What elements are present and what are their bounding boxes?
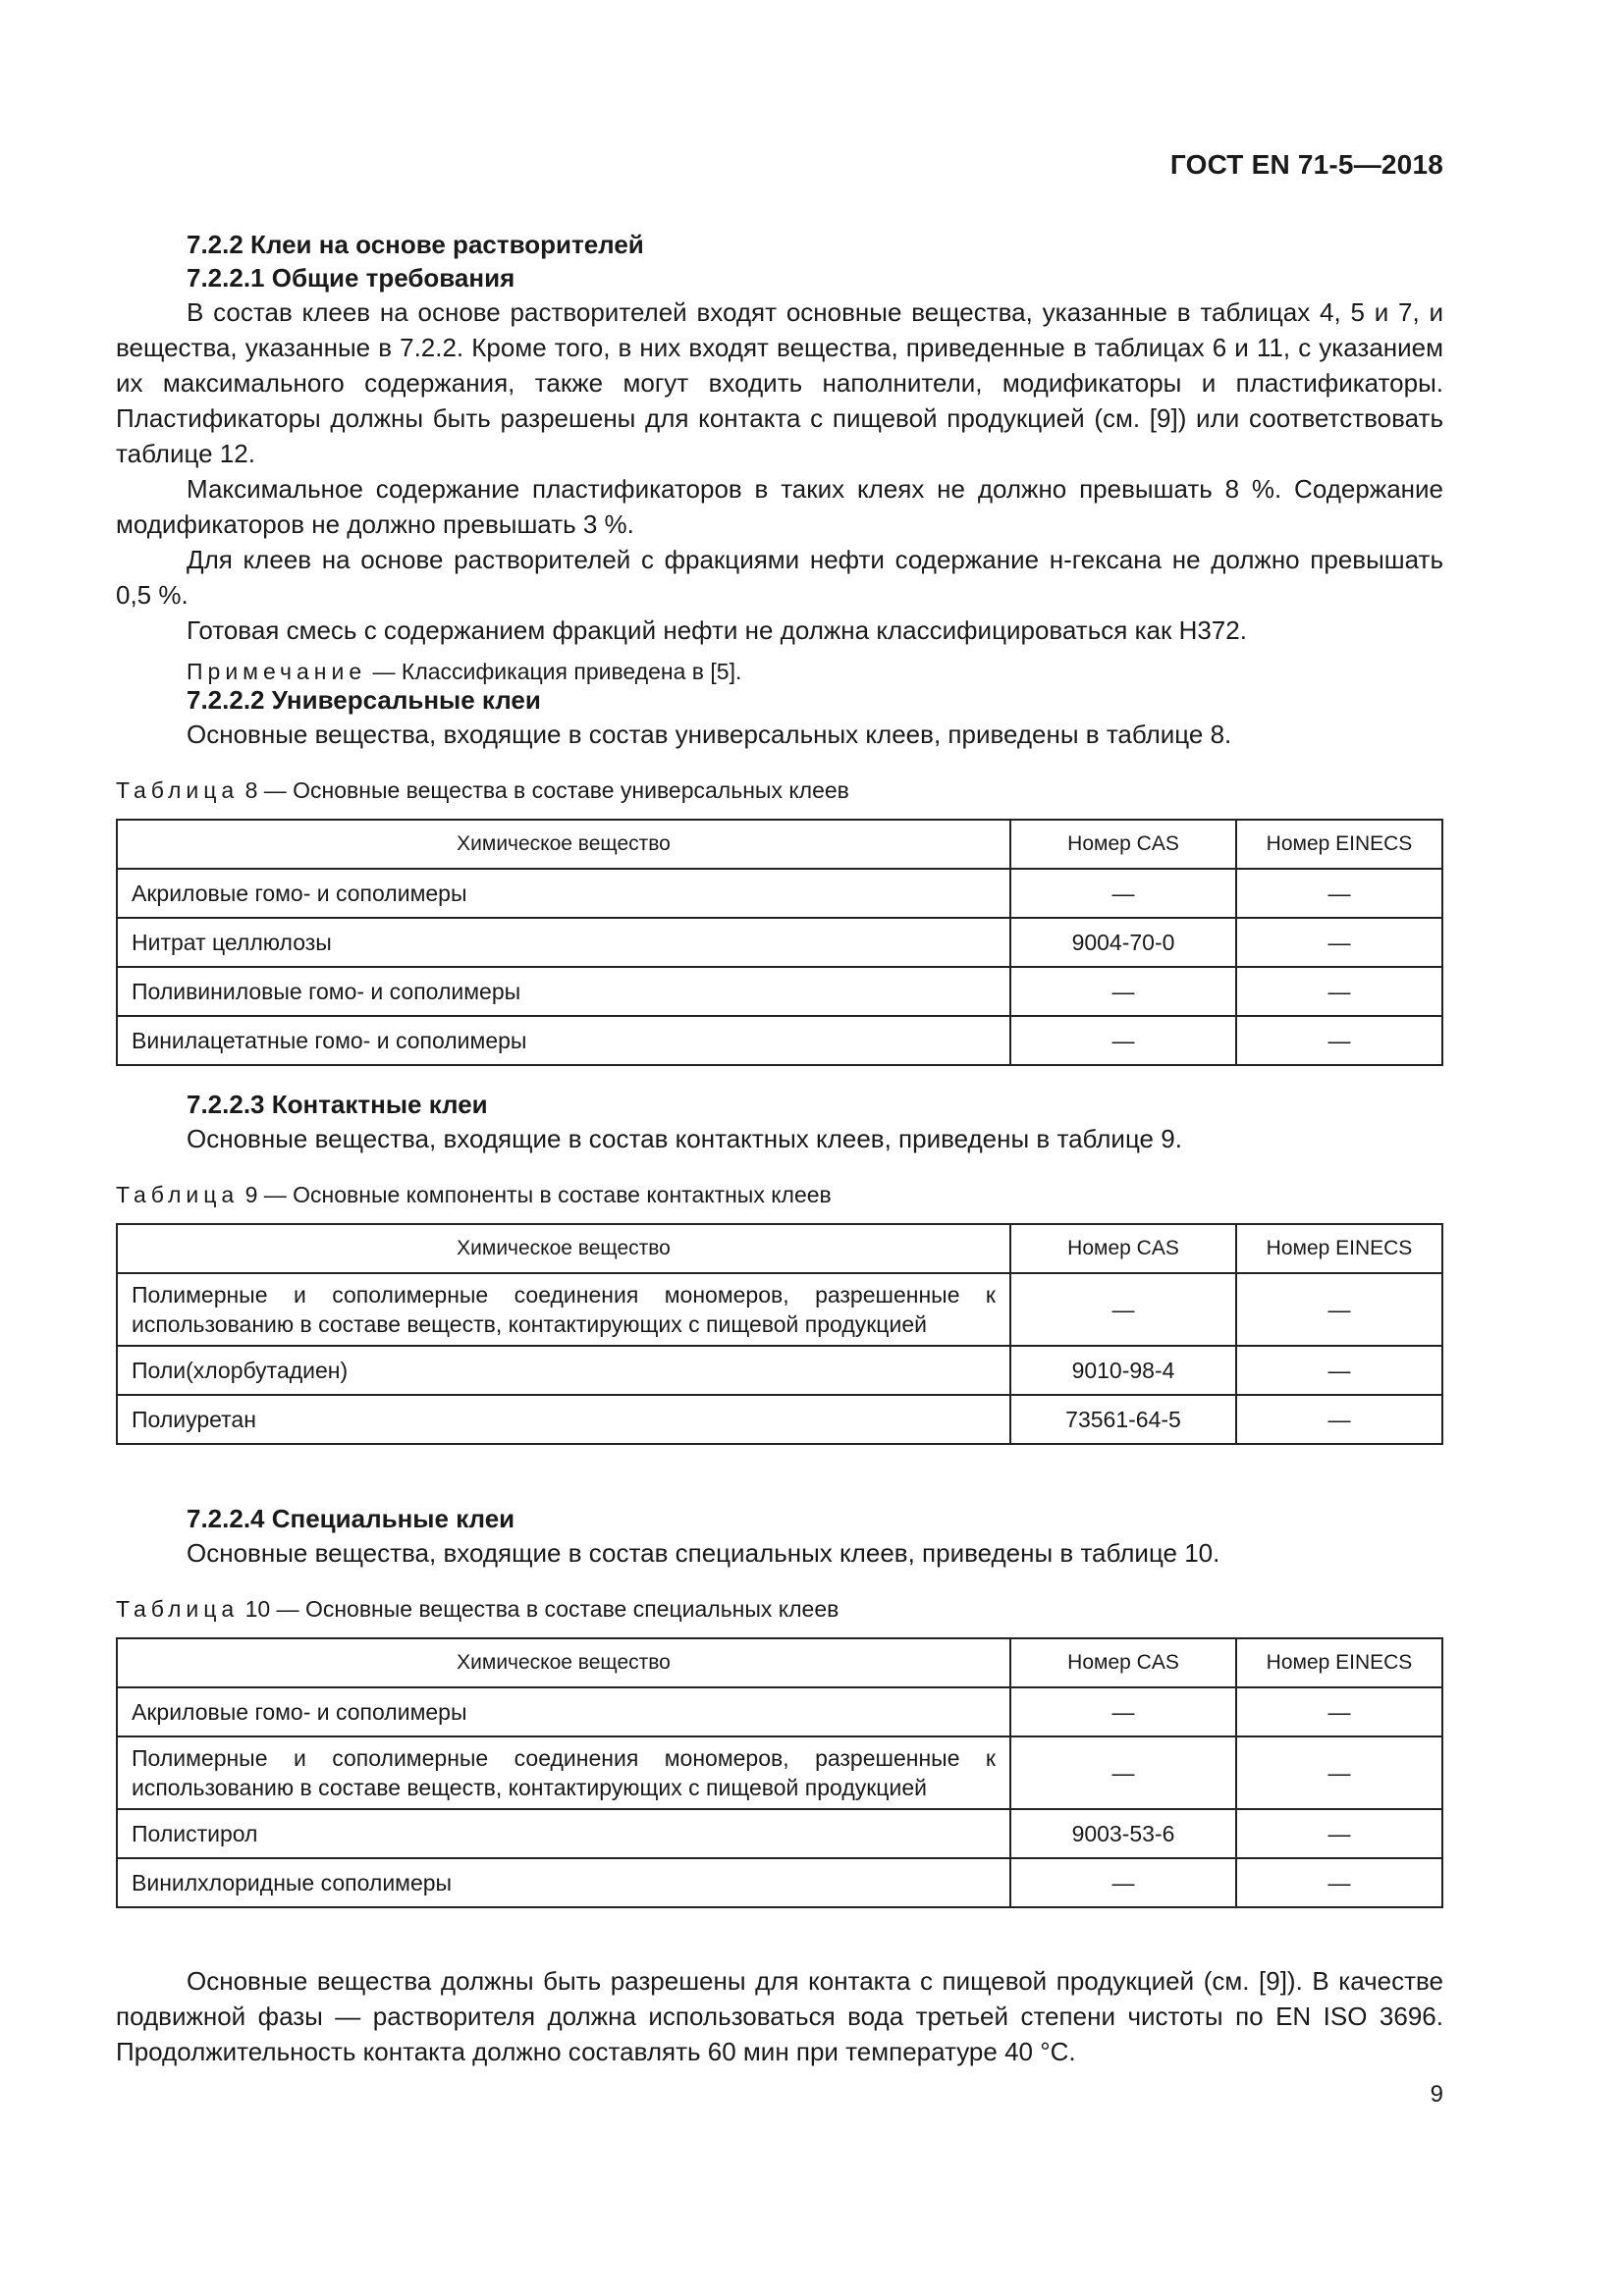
paragraph: Основные вещества, входящие в состав контактных клеев, приведены в таблице 9. (187, 1124, 1182, 1153)
table-header-row: Химическое вещество Номер CAS Номер EINECS (117, 1224, 1442, 1273)
paragraph: Основные вещества должны быть разрешены для контакта с пищевой продукцией (см. [9]). В качестве подвижной фазы — растворителя должна использоваться вода третьей степени чистоты по EN ISO 3696. Продолжительность контакта должно составлять 60 мин при температуре 40 °C. (116, 1966, 1443, 2066)
table-row: Полистирол 9003-53-6 — (117, 1809, 1442, 1858)
section-7-2-2-2 (116, 683, 1443, 752)
section-7-2-2-4 (116, 1502, 1443, 1571)
section-7-2-2-3 (116, 1088, 1443, 1156)
page-number: 9 (1430, 2081, 1443, 2108)
closing-block (116, 1963, 1443, 2069)
table-9 (116, 1223, 1443, 1445)
paragraph: Основные вещества, входящие в состав специальных клеев, приведены в таблице 10. (187, 1538, 1220, 1568)
table-caption: Таблица 9 — Основные компоненты в составе контактных клеев (116, 1182, 832, 1207)
subsection-heading: 7.2.2.1 Общие требования (187, 263, 515, 293)
section-7-2-2 (116, 228, 1443, 687)
table-row: Полимерные и сополимерные соединения мономеров, разрешенные к использованию в составе веществ, контактирующих с пищевой продукцией — — (117, 1736, 1442, 1809)
table-9-block (116, 1180, 1443, 1445)
table-row: Поли(хлорбутадиен) 9010-98-4 — (117, 1346, 1442, 1395)
table-header-row: Химическое вещество Номер CAS Номер EINECS (117, 820, 1442, 869)
table-row: Поливиниловые гомо- и сополимеры — — (117, 967, 1442, 1016)
table-row: Нитрат целлюлозы 9004-70-0 — (117, 918, 1442, 967)
paragraph: Готовая смесь с содержанием фракций нефти не должна классифицироваться как H372. (187, 615, 1247, 645)
table-row: Акриловые гомо- и сополимеры — — (117, 1687, 1442, 1736)
note-text: — Классификация приведена в [5]. (372, 659, 742, 684)
table-row: Полимерные и сополимерные соединения мономеров, разрешенные к использованию в составе веществ, контактирующих с пищевой продукцией — — (117, 1273, 1442, 1346)
table-10-block (116, 1594, 1443, 1908)
subsection-heading: 7.2.2.2 Универсальные клеи (187, 685, 541, 715)
table-header-row: Химическое вещество Номер CAS Номер EINECS (117, 1638, 1442, 1687)
paragraph: Максимальное содержание пластификаторов в таких клеях не должно превышать 8 %. Содержание модификаторов не должно превышать 3 %. (116, 474, 1443, 539)
table-caption: Таблица 10 — Основные вещества в составе специальных клеев (116, 1596, 839, 1622)
table-row: Винилхлоридные сополимеры — — (117, 1858, 1442, 1907)
paragraph: Для клеев на основе растворителей с фракциями нефти содержание н-гексана не должно превышать 0,5 %. (116, 545, 1443, 610)
subsection-heading: 7.2.2.3 Контактные клеи (187, 1090, 488, 1119)
table-8 (116, 819, 1443, 1066)
table-10 (116, 1637, 1443, 1908)
table-caption: Таблица 8 — Основные вещества в составе универсальных клеев (116, 777, 849, 803)
table-row: Винилацетатные гомо- и сополимеры — — (117, 1016, 1442, 1065)
document-id-header: ГОСТ EN 71-5—2018 (1169, 149, 1443, 180)
table-8-block (116, 775, 1443, 1066)
paragraph: В состав клеев на основе растворителей входят основные вещества, указанные в таблицах 4, 5 и 7, и вещества, указанные в 7.2.2. Кроме того, в них входят вещества, приведенные в таблицах 6 и 11, с указанием их максимального содержания, также могут входить наполнители, модификаторы и пластификаторы. Пластификаторы должны быть разрешены для контакта с пищевой продукцией (см. [9]) или соответствовать таблице 12. (116, 297, 1443, 468)
paragraph: Основные вещества, входящие в состав универсальных клеев, приведены в таблице 8. (187, 720, 1232, 749)
subsection-heading: 7.2.2.4 Специальные клеи (187, 1504, 515, 1533)
table-row: Акриловые гомо- и сополимеры — — (117, 869, 1442, 918)
note-label: Примечание (187, 659, 367, 684)
table-row: Полиуретан 73561-64-5 — (117, 1395, 1442, 1444)
section-heading: 7.2.2 Клеи на основе растворителей (187, 230, 644, 259)
